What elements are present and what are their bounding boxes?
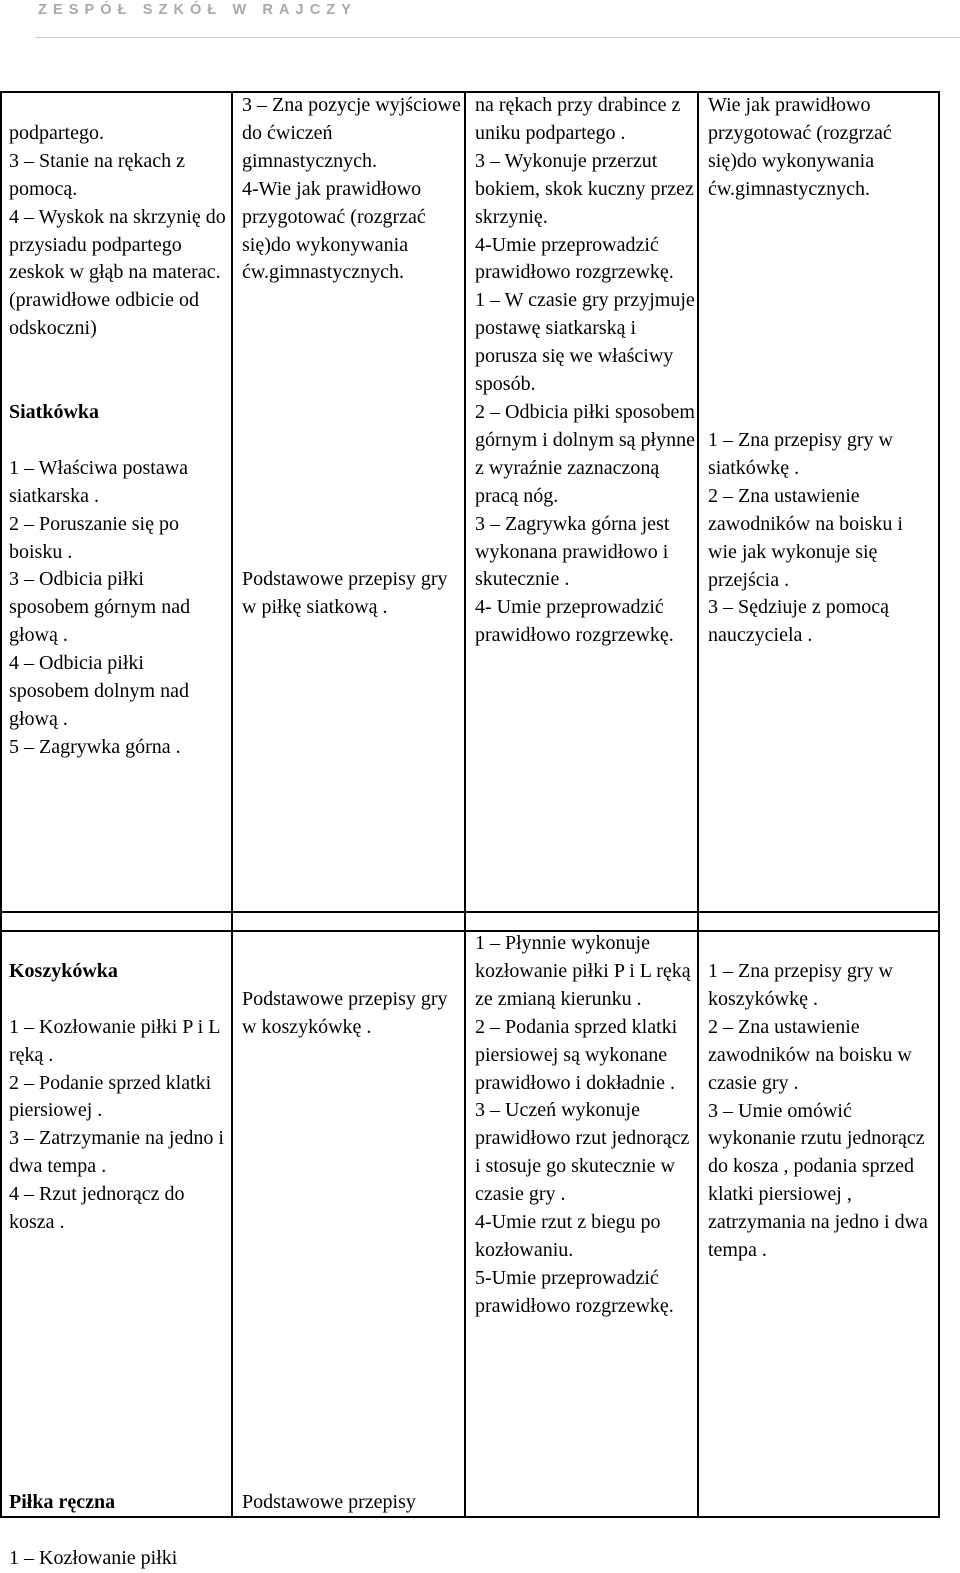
table-cell-requirements: 1 – Płynnie wykonuje kozłowanie piłki P i L ręką ze zmianą kierunku . 2 – Podania sprzed klatki piersiowej są wykonane prawidłowo i dokładnie . 3 – Uczeń wykonuje prawidłowo rzut jednorącz i stosuje go skutecznie w czasie gry . 4-Umie rzut z biegu po kozłowaniu. 5-Umie przeprowadzić prawidłowo rozgrzewkę. bbox=[475, 932, 691, 1317]
table-cell-knowledge: Podstawowe przepisy bbox=[242, 1491, 416, 1513]
table-cell-knowledge: Podstawowe przepisy gry w koszykówkę . bbox=[242, 988, 448, 1038]
table-cell-skills bbox=[9, 1461, 227, 1573]
table-cell-knowledge: Podstawowe przepisy gry w piłkę siatkową . bbox=[242, 568, 448, 618]
section-heading-volleyball: Siatkówka bbox=[9, 400, 100, 423]
table-cell-skills bbox=[9, 92, 227, 762]
table-cell-extended: 1 – Zna przepisy gry w koszykówkę . 2 – Zna ustawienie zawodników na boisku w czasie gry . 3 – Umie omówić wykonanie rzutu jednorącz do kosza , podania sprzed klatki piersiowej , zatrzymania na jedno i dwa tempa . bbox=[708, 960, 928, 1262]
skills-text: 1 – Kozłowanie piłki P i L ręką . 2 – Podanie sprzed klatki piersiowej . 3 – Zatrzymanie na jedno i dwa tempa . 4 – Rzut jednorącz do kosza . bbox=[9, 1015, 224, 1234]
skills-text: 1 – Kozłowanie piłki bbox=[9, 1546, 178, 1569]
table-cell-extended: 1 – Zna przepisy gry w siatkówkę . 2 – Zna ustawienie zawodników na boisku i wie jak wykonuje się przejścia . 3 – Sędziuje z pomocą nauczyciela . bbox=[708, 429, 903, 647]
section-heading-handball: Piłka ręczna bbox=[9, 1490, 116, 1513]
skills-text: 1 – Właściwa postawa siatkarska . 2 – Poruszanie się po boisku . 3 – Odbicia piłki sposobem górnym nad głową . 4 – Odbicia piłki sposobem dolnym nad głową . 5 – Zagrywka górna . bbox=[9, 456, 191, 758]
table-col-divider bbox=[697, 91, 699, 1518]
table-cell-requirements: na rękach przy drabince z uniku podpartego . 3 – Wykonuje przerzut bokiem, skok kuczny przez skrzynię. 4-Umie przeprowadzić prawidłowo rozgrzewkę. 1 – W czasie gry przyjmuje postawę siatkarską i porusza się we właściwy sposób. 2 – Odbicia piłki sposobem górnym i dolnym są płynne z wyraźnie zaznaczoną pracą nóg. 3 – Zagrywka górna jest wykonana prawidłowo i skutecznie . 4- Umie przeprowadzić prawidłowo rozgrzewkę. bbox=[475, 94, 695, 647]
section-heading-basketball: Koszykówka bbox=[9, 959, 118, 982]
skills-text: podpartego. 3 – Stanie na rękach z pomocą. 4 – Wyskok na skrzynię do przysiadu podpartego zeskok w głąb na materac. (prawidłowe odbicie od odskoczni) bbox=[9, 121, 226, 340]
table-cell-extended: Wie jak prawidłowo przygotować (rozgrzać się)do wykonywania ćw.gimnastycznych. bbox=[708, 94, 892, 200]
table-row-divider bbox=[0, 911, 940, 913]
school-header: ZESPÓŁ SZKÓŁ W RAJCZY bbox=[38, 2, 358, 18]
table-border-right bbox=[938, 91, 940, 1518]
table-cell-knowledge: 3 – Zna pozycje wyjściowe do ćwiczeń gimnastycznych. 4-Wie jak prawidłowo przygotować (rozgrzać się)do wykonywania ćw.gimnastycznych. bbox=[242, 94, 461, 284]
table-border-left bbox=[0, 91, 2, 1518]
table-cell-skills bbox=[9, 930, 227, 1237]
table-col-divider bbox=[231, 91, 233, 1518]
table-col-divider bbox=[464, 91, 466, 1518]
